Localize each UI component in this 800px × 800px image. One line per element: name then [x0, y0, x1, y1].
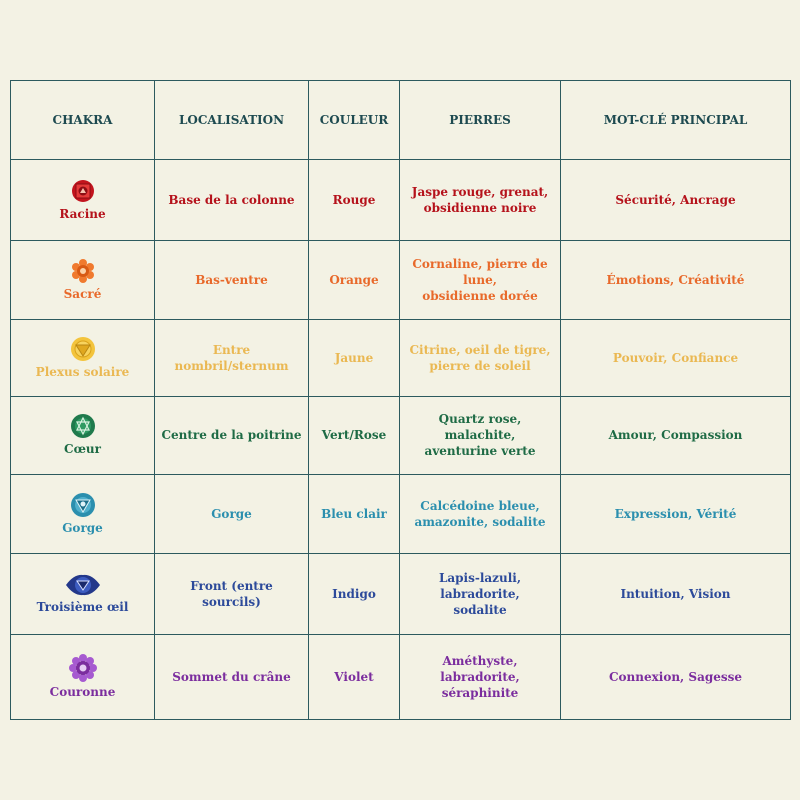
throat-chakra-icon — [70, 492, 96, 518]
table-row — [11, 320, 791, 397]
table-row — [11, 397, 791, 474]
table-row — [11, 553, 791, 634]
pierres-line: Calcédoine bleue, — [420, 498, 540, 513]
header-mot-cle: MOT-CLÉ PRINCIPAL — [561, 81, 791, 160]
table-row — [11, 241, 791, 320]
mot-cle-cell: Connexion, Sagesse — [561, 634, 791, 719]
couleur-cell: Bleu clair — [309, 474, 400, 553]
pierres-cell — [400, 160, 561, 241]
heart-chakra-icon — [70, 413, 96, 439]
pierres-line: obsidienne dorée — [422, 289, 538, 304]
couleur-cell: Violet — [309, 634, 400, 719]
table-row — [11, 160, 791, 241]
pierres-line: Citrine, oeil de tigre, — [409, 343, 551, 358]
chakra-name: Gorge — [62, 520, 103, 535]
mot-cle-cell: Sécurité, Ancrage — [561, 160, 791, 241]
chakra-cell — [11, 397, 155, 474]
pierres-line: Lapis-lazuli, labradorite, — [438, 570, 522, 601]
couleur-cell: Vert/Rose — [309, 397, 400, 474]
table-row — [11, 474, 791, 553]
couleur-cell: Indigo — [309, 553, 400, 634]
pierres-cell — [400, 397, 561, 474]
header-couleur: COULEUR — [309, 81, 400, 160]
pierres-cell — [400, 634, 561, 719]
localisation-cell: Front (entre sourcils) — [155, 553, 309, 634]
chakra-cell — [11, 553, 155, 634]
couleur-cell: Rouge — [309, 160, 400, 241]
sacral-chakra-icon — [70, 258, 96, 284]
chakra-name: Couronne — [49, 684, 116, 699]
pierres-cell — [400, 553, 561, 634]
localisation-cell: Bas-ventre — [155, 241, 309, 320]
pierres-cell — [400, 474, 561, 553]
pierres-line: Cornaline, pierre de lune, — [412, 257, 548, 288]
couleur-cell: Orange — [309, 241, 400, 320]
chakra-name: Cœur — [64, 442, 101, 457]
chakra-cell — [11, 241, 155, 320]
pierres-line: Quartz rose, malachite, — [438, 412, 522, 443]
mot-cle-cell: Expression, Vérité — [561, 474, 791, 553]
header-chakra: CHAKRA — [11, 81, 155, 160]
localisation-cell: Gorge — [155, 474, 309, 553]
pierres-line: aventurine verte — [424, 444, 536, 459]
chakra-cell — [11, 474, 155, 553]
pierres-line: obsidienne noire — [423, 201, 537, 216]
pierres-cell — [400, 241, 561, 320]
header-pierres: PIERRES — [400, 81, 561, 160]
chakra-cell — [11, 160, 155, 241]
mot-cle-cell: Émotions, Créativité — [561, 241, 791, 320]
chakra-name: Plexus solaire — [35, 365, 130, 380]
pierres-line: Améthyste, labradorite, — [440, 653, 520, 684]
localisation-cell: Base de la colonne — [155, 160, 309, 241]
chakra-name: Troisième œil — [36, 599, 129, 614]
mot-cle-cell: Amour, Compassion — [561, 397, 791, 474]
pierres-line: sodalite — [453, 602, 507, 617]
table-row — [11, 634, 791, 719]
mot-cle-cell: Intuition, Vision — [561, 553, 791, 634]
localisation-cell: Entre nombril/sternum — [155, 320, 309, 397]
header-row — [11, 81, 791, 160]
chakra-table — [10, 80, 791, 720]
solar-plexus-chakra-icon — [70, 336, 96, 362]
pierres-cell — [400, 320, 561, 397]
chakra-name: Sacré — [63, 287, 102, 302]
third-eye-chakra-icon — [65, 573, 101, 597]
localisation-cell: Centre de la poitrine — [155, 397, 309, 474]
localisation-cell: Sommet du crâne — [155, 634, 309, 719]
root-chakra-icon — [70, 178, 96, 204]
chakra-cell — [11, 320, 155, 397]
crown-chakra-icon — [69, 654, 97, 682]
pierres-line: Jaspe rouge, grenat, — [411, 185, 549, 200]
chakra-name: Racine — [59, 207, 106, 222]
couleur-cell: Jaune — [309, 320, 400, 397]
pierres-line: amazonite, sodalite — [414, 514, 546, 529]
header-localisation: LOCALISATION — [155, 81, 309, 160]
mot-cle-cell: Pouvoir, Confiance — [561, 320, 791, 397]
chakra-cell — [11, 634, 155, 719]
pierres-line: séraphinite — [441, 685, 519, 700]
pierres-line: pierre de soleil — [429, 359, 531, 374]
